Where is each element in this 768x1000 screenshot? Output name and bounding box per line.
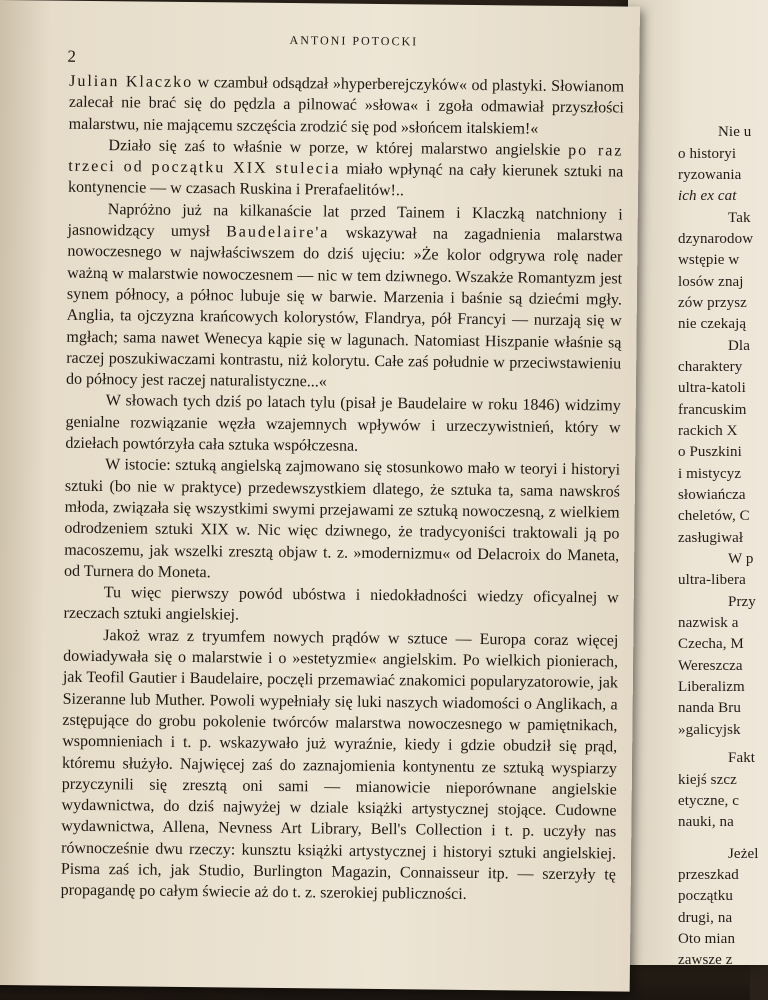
facing-page-line: francuskim — [678, 402, 747, 418]
facing-page-line: Przy — [728, 594, 756, 610]
paragraph — [61, 624, 619, 907]
facing-page-line: Nie u — [718, 124, 752, 140]
paragraph — [69, 71, 625, 141]
facing-page-line: początku — [678, 888, 733, 904]
facing-page-line: o historyi — [678, 146, 737, 162]
facing-page-line: W p — [728, 551, 754, 567]
facing-page-line: nie czekają — [678, 316, 747, 332]
paragraph — [64, 454, 620, 588]
paragraph-text: W istocie: sztuką angielską zajmowano się stosunkowo mało w teoryi i historyi sztuki (bo nie w praktyce) przedewszystkiem dlatego, że sztuka ta, sama nawskroś młoda, związała się wszystkimi swymi przejawami ze sztuką nowoczesną, z wielkiem odrodzeniem sztuki XIX w. Nic więc dziwnego, że tradycyoniści traktowali ją po macoszemu, jak wszelki zresztą objaw t. z. »modernizmu« od Delacroix do Maneta, od Turnera do Moneta. — [63, 456, 621, 582]
facing-page-line: zawsze z — [678, 952, 733, 968]
paragraph-text: miało wpłynąć na cały kierunek sztuki na kontynencie — w czasach Ruskina i Prerafaelitów!.. — [67, 160, 624, 200]
paragraph-text: w czambuł odsądzał »hyperberejczyków« od plastyki. Słowianom zalecał nie brać się do pędzla a pilnować »słowa« i zgoła odmawiał przyszłości malarstwu, nie mającemu szczęścia zrodzić się pod »słońcem italskiem!« — [68, 74, 625, 138]
facing-page-line: etyczne, c — [678, 793, 739, 809]
facing-page-line: Fakt — [728, 750, 756, 766]
spaced-emphasis: po raz trzeci od początku XIX stulecia — [68, 141, 624, 178]
facing-page-line: ultra-libera — [678, 572, 746, 588]
facing-page-line: i mistycyz — [678, 466, 742, 482]
facing-page — [628, 0, 768, 968]
facing-page-line: »galicyjsk — [678, 722, 741, 738]
facing-page-line: Jeżel — [728, 846, 759, 862]
facing-page-line: zasługiwał — [678, 530, 744, 546]
facing-page-line: rackich X — [678, 423, 738, 439]
facing-page-line: charaktery — [678, 359, 743, 375]
facing-page-line: ryzowania — [678, 167, 742, 183]
facing-page-line: wstępie w — [678, 252, 740, 268]
facing-page-line: o Puszkini — [678, 444, 742, 460]
paragraph-text: Jakoż wraz z tryumfem nowych prądów w sztuce — Europa coraz więcej dowiadywała się o malarstwie i o »estetyzmie« angielskim. Po wielkich pionierach, jak Teofil Gautier i Baudelaire, poczęli przemawiać znakomici popularyzatorowie, jak Sizeranne lub Muther. Powoli wypełniały się luki naszych wiadomości o Anglikach, a zstępujące do grobu pokolenie twórców malarstwa nowoczesnego w pamiętnikach, wspomnieniach i t. p. wskazywało już wyraźnie, kiedy i gdzie obudził się prąd, któremu służyło. Najwięcej zaś do zaznajomienia kontynentu ze sztuką wyspiarzy przyczynili się zresztą oni sami — mianowicie nieporównane angielskie wydawnictwa, do dziś najwyżej w dziale książki artystycznej stojące. Cudowne wydawnictwa, Allena, Nevness Art Library, Bell's Collection i t. p. uczyły nas równocześnie dwu rzeczy: kunsztu książki artystycznej i historyi sztuki angielskiej. Pisma zaś ich, jak Studio, Burlington Magazin, Connaisseur itp. — szerzyły tę propagandę po całym świecie aż do t. z. szerokiej publiczności. — [60, 626, 619, 904]
facing-page-line: cheletów, C — [678, 508, 750, 524]
paragraph — [68, 135, 624, 205]
facing-page-line: nanda Bru — [678, 700, 741, 716]
facing-page-line: ultra-katoli — [678, 380, 746, 396]
facing-page-line: Czecha, M — [678, 636, 744, 652]
facing-page-line: kiejś szcz — [678, 772, 737, 788]
page-number: 2 — [67, 46, 77, 66]
facing-page-line: losów znaj — [678, 274, 744, 290]
spaced-emphasis: Baudelaire'a — [226, 223, 330, 242]
facing-page-line: nazwisk a — [678, 615, 739, 631]
facing-page-line: dzynarodow — [678, 231, 754, 247]
facing-page-line: słowiańcza — [678, 487, 746, 503]
page-body — [61, 71, 625, 907]
facing-page-line: nauki, na — [678, 814, 734, 830]
paragraph-text: W słowach tych dziś po latach tylu (pisał je Baudelaire w roku 1846) widzimy genialne rozwiązanie węzła wzajemnych wpływów i urzeczywistnień, który w dziełach powtórzyła cała sztuka współczesna. — [65, 392, 621, 455]
paragraph-text: Tu więc pierwszy powód ubóstwa i niedokładności wiedzy oficyalnej w rzeczach sztuki angielskiej. — [63, 584, 619, 624]
paragraph — [66, 199, 623, 396]
facing-page-line: Oto mian — [678, 931, 736, 947]
facing-page-line: Liberalizm — [678, 679, 745, 695]
paragraph-text: wskazywał na zagadnienia malarstwa nowoczesnego w najwłaściwszem do dziś ujęciu: »Że kolor odgrywa rolę nader ważną w malarstwie nowoczesnem — nic w tem dziwnego. Wszakże Romantyzm jest synem północy, a północ lubuje się w barwie. Marzenia i baśnie są dziećmi mgły. Anglia, ta ojczyzna krańcowych kolorystów, Flandrya, pół Francyi — nurzają się w mgłach; sama nawet Wenecya kąpie się w lagunach. Natomiast Hiszpanie właśnie są raczej poszukiwaczami kontrastu, niż kolorytu. Całe zaś południe w przeciwstawieniu do północy jest raczej naturalistyczne...« — [65, 224, 623, 391]
facing-page-line: Wereszcza — [678, 658, 743, 674]
facing-page-line: Dla — [728, 338, 750, 354]
facing-page-line: ich ex cat — [678, 188, 737, 204]
paragraph — [63, 582, 618, 630]
facing-page-line: zów przysz — [678, 295, 747, 311]
paragraph — [65, 390, 621, 460]
facing-page-line: drugi, na — [678, 910, 733, 926]
paragraph-text: Napróżno już na kilkanaście lat przed Tainem i Klaczką natchniony i jasnowidzący umysł — [67, 200, 623, 241]
running-head: ANTONI POTOCKI — [289, 33, 419, 49]
spaced-emphasis: Julian Klaczko — [69, 72, 194, 92]
paragraph-text: Działo się zaś to właśnie w porze, w której malarstwo angielskie — [108, 137, 569, 159]
facing-page-line: Tak — [728, 210, 751, 226]
facing-page-line: przeszkad — [678, 867, 739, 883]
